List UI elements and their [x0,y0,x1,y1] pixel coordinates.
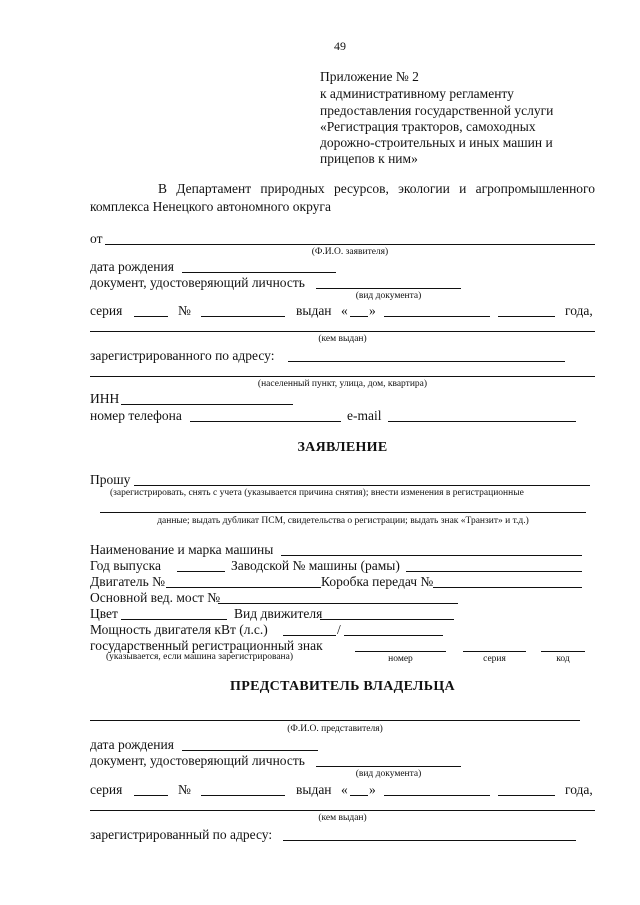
color-label: Цвет [90,606,118,621]
phone-field[interactable] [190,421,341,422]
request-caption-2: данные; выдать дубликат ПСМ, свидетельства о регистрации; выдать знак «Транзит» и т.д.) [157,516,529,526]
plate-caption: (указывается, если машина зарегистрирована) [106,652,294,662]
propulsion-type-field[interactable] [320,619,454,620]
engine-power-kw-field[interactable] [283,635,336,636]
rep-series-label: серия [90,782,123,797]
rep-registered-address-label: зарегистрированный по адресу: [90,827,273,842]
drive-axle-field[interactable] [218,603,458,604]
birth-date-field[interactable] [182,272,336,273]
appendix-line: к административному регламенту [320,86,514,101]
serial-number-field[interactable] [406,571,582,572]
rep-id-document-label: документ, удостоверяющий личность [90,753,305,768]
plate-series-caption: серия [483,654,506,664]
rep-birth-date-label: дата рождения [90,737,174,752]
color-field[interactable] [121,619,227,620]
issue-month-field[interactable] [384,316,490,317]
rep-doc-type-caption: (вид документа) [355,769,422,779]
email-label: e-mail [347,408,382,423]
quote-open: « [341,303,348,318]
rep-series-field[interactable] [134,795,168,796]
gearbox-field[interactable] [433,587,582,588]
rep-birth-date-field[interactable] [182,750,318,751]
appendix-line: «Регистрация тракторов, самоходных [320,119,536,134]
issue-day-field[interactable] [350,316,368,317]
representative-fio-field[interactable] [90,720,580,721]
number-field[interactable] [201,316,285,317]
plate-label: государственный регистрационный знак [90,638,323,653]
series-field[interactable] [134,316,168,317]
rep-issued-by-field[interactable] [90,810,595,811]
issued-by-field[interactable] [90,331,595,332]
request-label: Прошу [90,472,131,487]
address-caption: (населенный пункт, улица, дом, квартира) [257,379,428,389]
propulsion-type-label: Вид движителя [234,606,323,621]
number-label: № [178,303,191,318]
gearbox-label: Коробка передач № [321,574,434,589]
statement-title: ЗАЯВЛЕНИЕ [297,440,388,455]
rep-quote-open: « [341,782,348,797]
representative-title: ПРЕДСТАВИТЕЛЬ ВЛАДЕЛЬЦА [230,679,455,694]
engine-field[interactable] [166,587,321,588]
year-of-manufacture-label: Год выпуска [90,558,161,573]
rep-id-document-field[interactable] [316,766,461,767]
rep-registered-address-field[interactable] [283,840,576,841]
from-label: от [90,231,103,246]
issue-year-field[interactable] [498,316,555,317]
power-separator: / [337,622,341,637]
phone-label: номер телефона [90,408,182,423]
rep-year-label: года, [565,782,593,797]
inn-label: ИНН [90,391,120,406]
serial-number-label: Заводской № машины (рамы) [231,558,400,573]
addressee-line-1: В Департамент природных ресурсов, экологии и агропромышленного [158,181,595,196]
id-document-label: документ, удостоверяющий личность [90,275,305,290]
birth-date-label: дата рождения [90,259,174,274]
rep-number-field[interactable] [201,795,285,796]
series-label: серия [90,303,123,318]
registered-address-field[interactable] [288,361,565,362]
fio-caption: (Ф.И.О. заявителя) [311,247,389,257]
plate-code-field[interactable] [541,651,585,652]
email-field[interactable] [388,421,576,422]
machine-name-field[interactable] [281,555,582,556]
registered-address-field-2[interactable] [90,376,595,377]
rep-quote-close: » [369,782,376,797]
rep-issued-label: выдан [296,782,332,797]
request-field-2[interactable] [100,512,586,513]
year-of-manufacture-field[interactable] [177,571,225,572]
issued-by-caption: (кем выдан) [318,334,367,344]
engine-power-hp-field[interactable] [344,635,443,636]
request-caption-1: (зарегистрировать, снять с учета (указывается причина снятия); внести изменения в регистрационные [110,488,524,498]
plate-number-field[interactable] [355,651,446,652]
issued-label: выдан [296,303,332,318]
appendix-line: предоставления государственной услуги [320,103,554,118]
plate-series-field[interactable] [463,651,526,652]
inn-field[interactable] [121,404,293,405]
addressee-line-2: комплекса Ненецкого автономного округа [90,199,331,214]
doc-type-caption: (вид документа) [355,291,422,301]
request-field[interactable] [134,485,590,486]
registered-address-label: зарегистрированного по адресу: [90,348,275,363]
representative-fio-caption: (Ф.И.О. представителя) [287,724,383,734]
appendix-line: Приложение № 2 [320,69,419,84]
plate-number-caption: номер [388,654,413,664]
id-document-field[interactable] [316,288,461,289]
appendix-line: дорожно-строительных и иных машин и [320,135,553,150]
appendix-line: прицепов к ним» [320,151,418,166]
engine-power-label: Мощность двигателя кВт (л.с.) [90,622,268,637]
rep-issue-year-field[interactable] [498,795,555,796]
rep-issue-month-field[interactable] [384,795,490,796]
page-number: 49 [334,39,346,53]
rep-issued-by-caption: (кем выдан) [318,813,367,823]
drive-axle-label: Основной вед. мост № [90,590,221,605]
year-label: года, [565,303,593,318]
rep-number-label: № [178,782,191,797]
quote-close: » [369,303,376,318]
machine-name-label: Наименование и марка машины [90,542,274,557]
rep-issue-day-field[interactable] [350,795,368,796]
engine-label: Двигатель № [90,574,166,589]
plate-code-caption: код [556,654,570,664]
applicant-fio-field[interactable] [105,244,595,245]
